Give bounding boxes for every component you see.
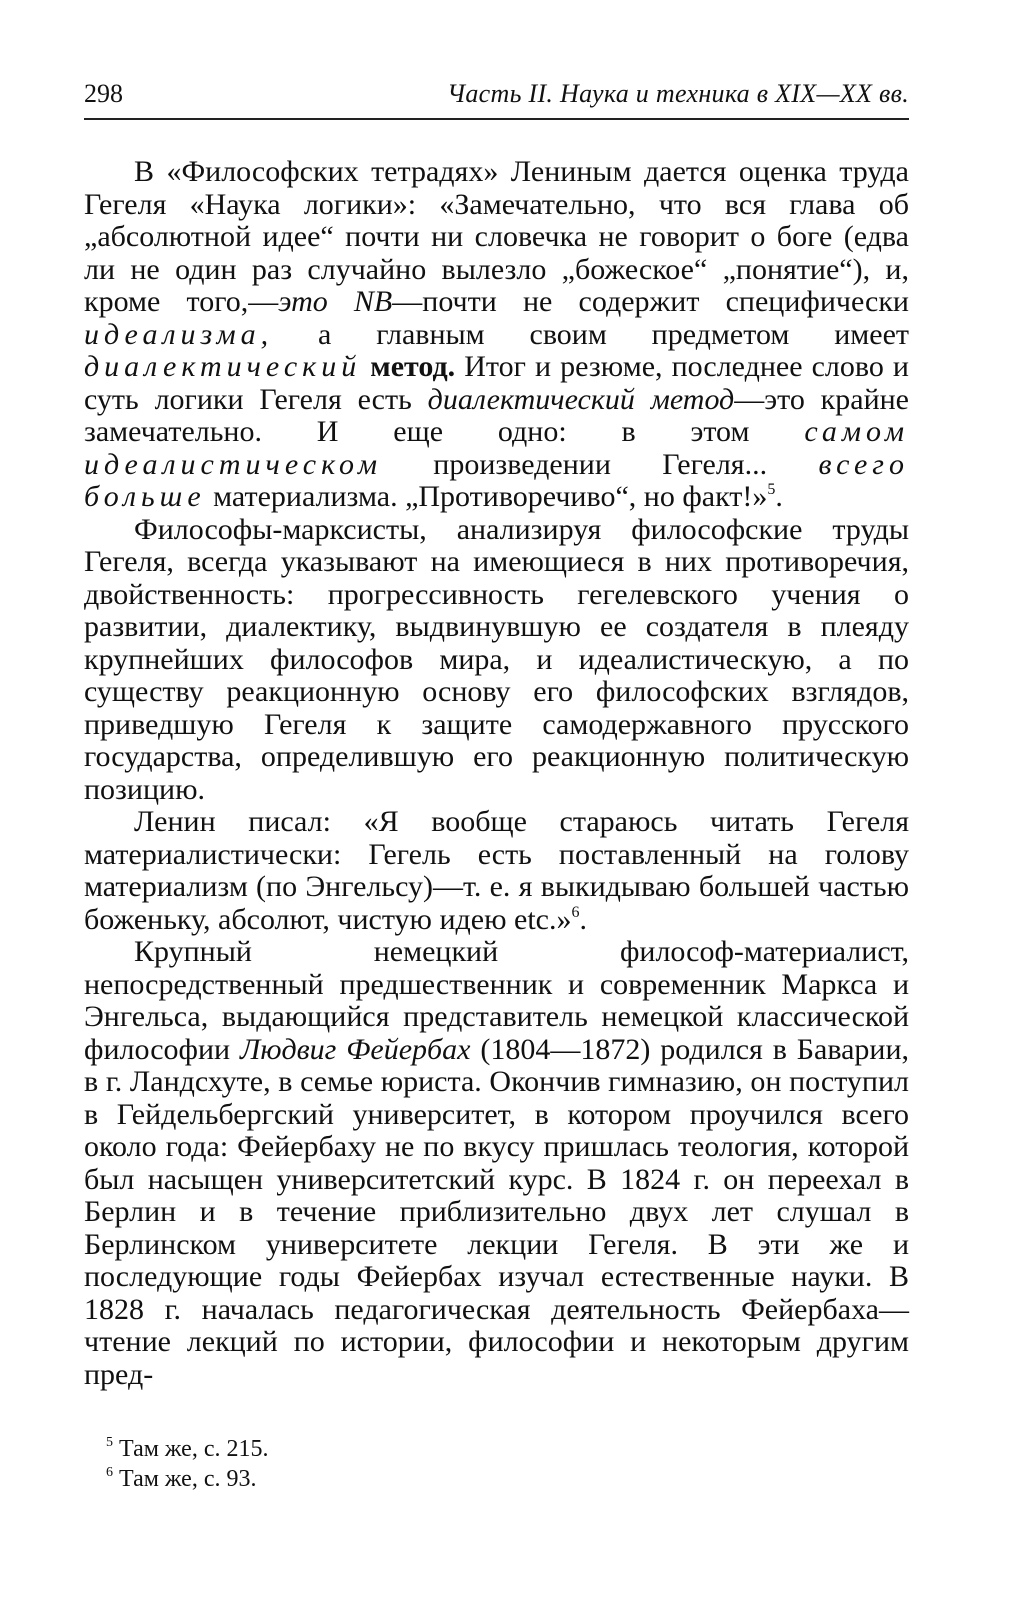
text-span: материализма. „Противоречиво“, но факт!» xyxy=(213,480,768,513)
bold-span: метод. xyxy=(370,350,456,383)
spaced-italic-span: всего больше xyxy=(84,447,910,513)
text-span: Крупный немецкий философ-материалист, непосредственный предшественник и современник Маркса и Энгельса, выдающийся представитель немецкой классической философии xyxy=(84,935,909,1066)
footnote-5 xyxy=(106,1434,606,1464)
text-span: Ленин писал: «Я вообще стараюсь читать Гегеля материалистически: Гегель есть поставленный на голову материализм (по Энгельсу)—т. е. я выкидываю большей частью боженьку, абсолют, чистую идею etc.» xyxy=(84,805,909,936)
text-span: а главным своим предметом имеет xyxy=(318,317,909,351)
italic-span: диалектический метод xyxy=(427,382,735,416)
page-header xyxy=(84,78,909,114)
text-span: . xyxy=(775,480,783,513)
text-span: (1804—1872) родился в Баварии, в г. Ландсхуте, в семье юриста. Окончив гимназию, он поступил в Гейдельбергский университет, в котором проучился всего около года: Фейербаху не по вкусу пришлась теология, которой был насыщен университетский курс. В 1824 г. он переехал в Берлин и в течение приблизительно двух лет слушал в Берлинском университете лекции Гегеля. В эти же и последующие годы Фейербах изучал естественные науки. В 1828 г. началась педагогическая деятельность Фейербаха—чтение лекций по истории, философии и некоторым другим пред- xyxy=(84,1032,910,1391)
text-span: Итог и резюме, последнее слово и суть логики Гегеля есть xyxy=(84,350,909,416)
paragraph-2: Философы-марксисты, анализируя философские труды Гегеля, всегда указывают на имеющиеся в них противоречия, двойственность: прогрессивность гегелевского учения о развитии, диалектику, выдвинувшую ее создателя в плеяду крупнейших философов мира, и идеалистическую, а по существу реакционную основу его философских взглядов, приведшую Гегеля к защите самодержавного прусского государства, определившую его реакционную политическую позицию. xyxy=(84,512,909,806)
page-number: 298 xyxy=(84,79,123,108)
text-span: В «Философских тетрадях» Лениным дается оценка труда Гегеля «Наука логики»: «Замечательно, что вся глава об „абсолютной идее“ почти ни словечка не говорит о боге (едва ли не один раз случайно вылезло „божеское“ „понятие“), и, кроме того,— xyxy=(84,155,909,318)
header-divider xyxy=(84,118,909,120)
footnote-number: 6 xyxy=(106,1465,113,1480)
running-title: Часть II. Наука и техника в XIX—XX вв. xyxy=(447,79,909,108)
footnote-ref-5: 5 xyxy=(767,481,776,498)
italic-span: это NB xyxy=(278,285,393,318)
footnote-6 xyxy=(106,1464,606,1494)
footnote-ref-6: 6 xyxy=(571,903,580,921)
footnote-text: Там же, с. 215. xyxy=(119,1436,269,1462)
text-span: произведении Гегеля... xyxy=(433,447,768,481)
spaced-italic-span: идеализма, xyxy=(84,317,274,351)
text-span: . xyxy=(579,902,587,936)
body-text xyxy=(84,156,909,1391)
text-span: —это крайне замечательно. И еще одно: в этом xyxy=(84,382,909,448)
spaced-italic-span: диалектический xyxy=(84,350,362,383)
footnote-text: Там же, с. 93. xyxy=(119,1466,257,1492)
spaced-italic-span: самом идеалистическом xyxy=(84,415,909,481)
paragraph-1 xyxy=(84,156,909,514)
footnote-number: 5 xyxy=(106,1435,113,1450)
paragraph-4 xyxy=(84,936,909,1391)
italic-span: Людвиг Фейербах xyxy=(240,1032,471,1066)
footnotes xyxy=(106,1434,606,1494)
text-span: —почти не содержит специфически xyxy=(392,285,909,318)
paragraph-3 xyxy=(84,806,909,936)
